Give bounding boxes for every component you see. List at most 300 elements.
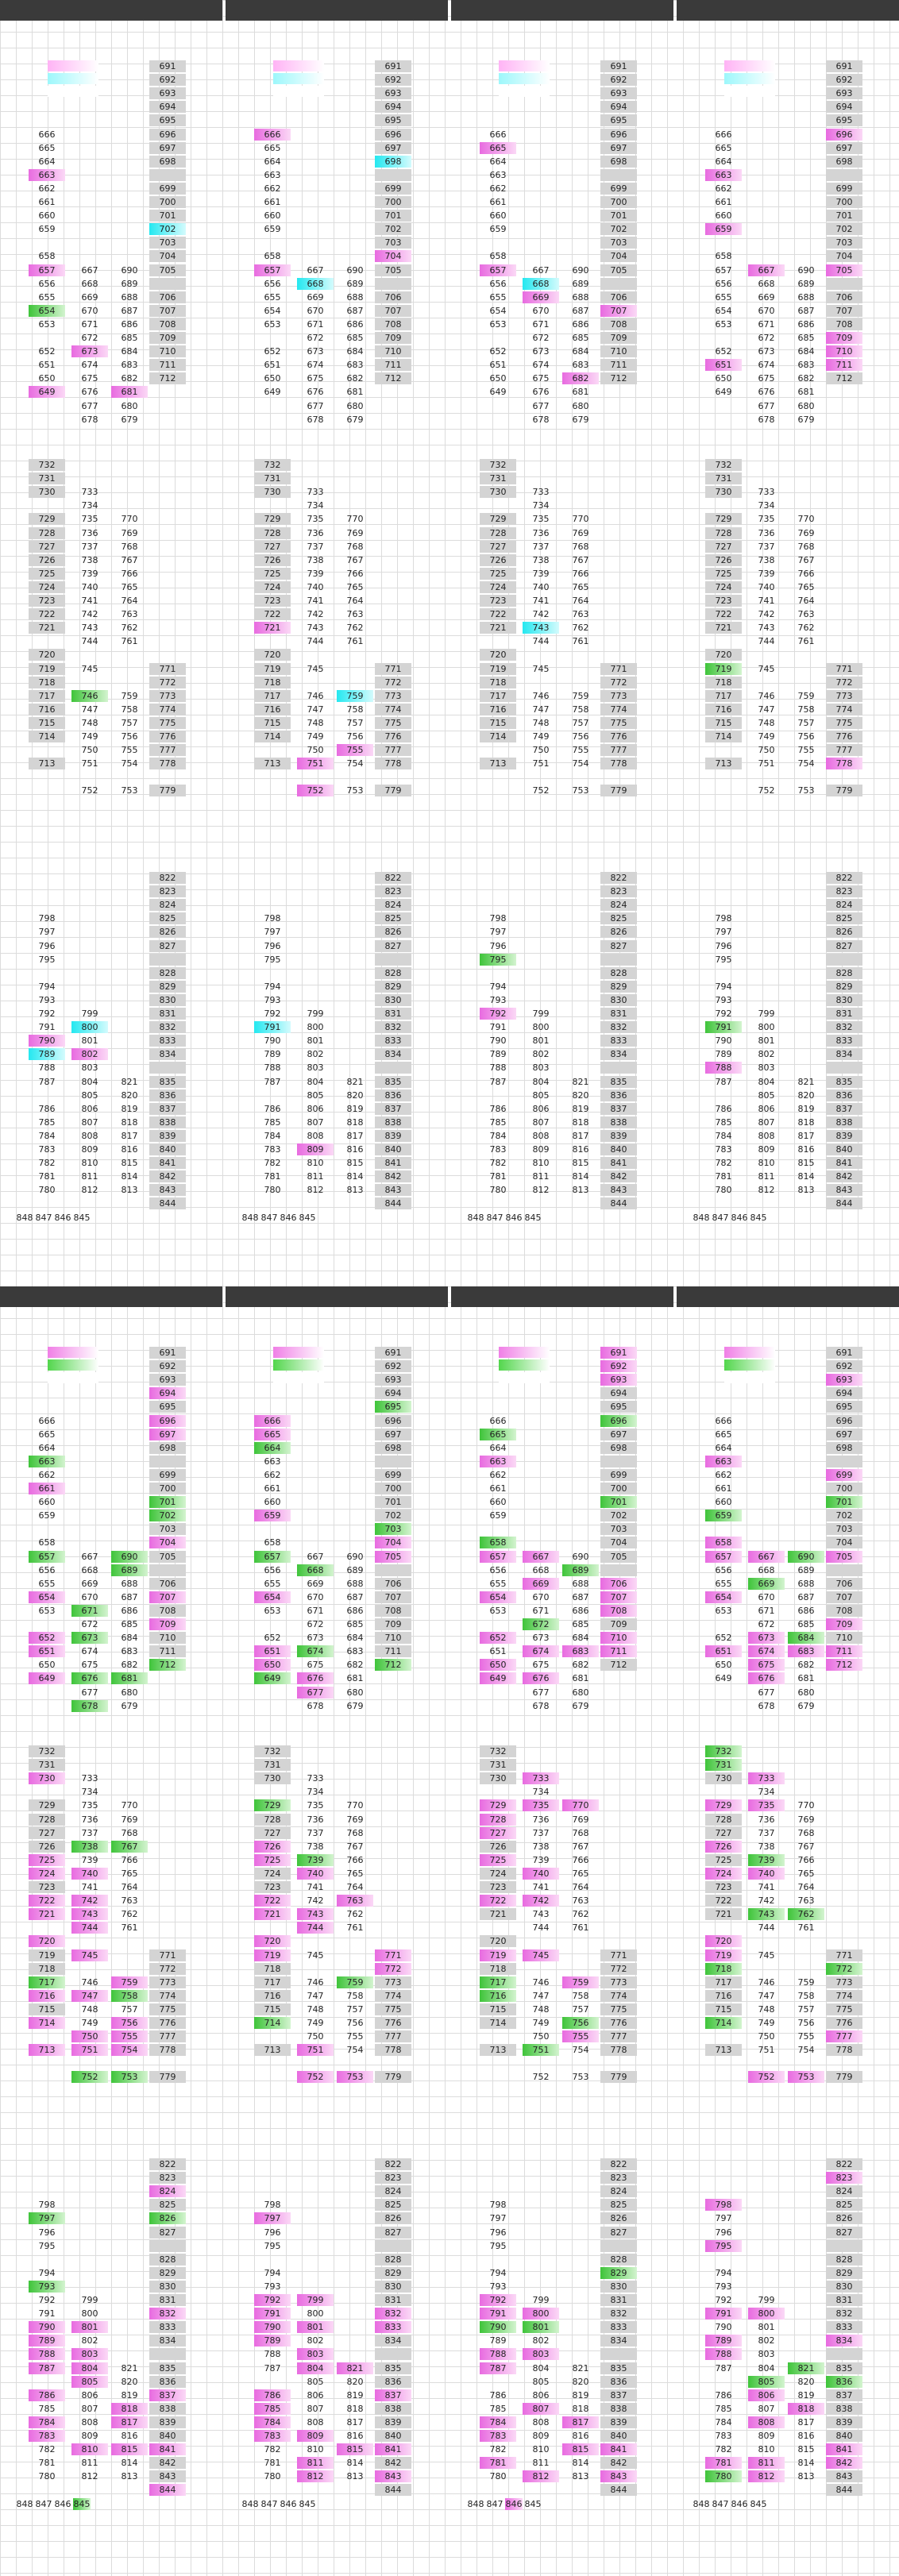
slot-817: 817 xyxy=(346,1130,364,1141)
slot-765: 765 xyxy=(572,1868,589,1879)
slot-787: 787 xyxy=(264,1076,281,1087)
slot-660: 660 xyxy=(715,210,732,222)
slot-843: 843 xyxy=(600,1184,637,1196)
slot-742: 742 xyxy=(758,609,775,620)
slot-671: 671 xyxy=(532,1605,550,1616)
empty-slot xyxy=(748,169,785,181)
empty-slot xyxy=(375,2348,411,2360)
slot-804: 804 xyxy=(758,2362,775,2374)
empty-slot xyxy=(254,1618,291,1630)
slot-848: 848 xyxy=(467,1212,484,1223)
empty-slot xyxy=(337,2348,373,2360)
slot-779: 779 xyxy=(826,2071,862,2083)
slot-661: 661 xyxy=(264,1483,281,1494)
slot-697: 697 xyxy=(375,1429,411,1440)
empty-slot xyxy=(788,183,824,195)
floor-block xyxy=(451,32,673,425)
empty-slot xyxy=(111,1469,148,1481)
slot-768: 768 xyxy=(797,541,815,552)
slot-671: 671 xyxy=(307,1605,324,1616)
slot-797: 797 xyxy=(264,927,281,938)
slot-658: 658 xyxy=(705,1537,742,1548)
slot-746: 746 xyxy=(758,1976,775,1988)
slot-651: 651 xyxy=(264,360,281,371)
slot-740: 740 xyxy=(71,1868,108,1880)
slot-712: 712 xyxy=(149,372,186,384)
slot-753: 753 xyxy=(788,2071,824,2083)
empty-slot xyxy=(337,1469,373,1481)
slot-771: 771 xyxy=(826,663,862,675)
slot-651: 651 xyxy=(489,1646,507,1657)
slot-769: 769 xyxy=(346,527,364,538)
slot-786: 786 xyxy=(264,1103,281,1114)
slot-775: 775 xyxy=(149,2003,186,2015)
slot-688: 688 xyxy=(121,291,138,303)
slot-836: 836 xyxy=(149,2376,186,2388)
empty-slot xyxy=(748,1510,785,1521)
slot-765: 765 xyxy=(346,1868,364,1879)
slot-667: 667 xyxy=(81,1551,98,1562)
slot-786: 786 xyxy=(489,2389,507,2401)
slot-823: 823 xyxy=(826,2172,862,2184)
empty-slot xyxy=(29,1618,65,1630)
slot-751: 751 xyxy=(297,758,334,769)
slot-755: 755 xyxy=(797,2031,815,2042)
slot-734: 734 xyxy=(81,1787,98,1798)
slot-751: 751 xyxy=(297,2044,334,2056)
slot-713: 713 xyxy=(29,758,65,769)
slot-811: 811 xyxy=(81,2458,98,2469)
slot-753: 753 xyxy=(797,785,815,796)
slot-744: 744 xyxy=(71,1922,108,1934)
slot-840: 840 xyxy=(600,2430,637,2442)
empty-slot xyxy=(480,2254,516,2266)
slot-714: 714 xyxy=(480,731,516,742)
slot-656: 656 xyxy=(489,1564,507,1575)
slot-695: 695 xyxy=(600,114,637,126)
slot-839: 839 xyxy=(149,1130,186,1142)
slot-805: 805 xyxy=(532,1089,550,1101)
slot-747: 747 xyxy=(307,1990,324,2001)
empty-slot xyxy=(149,169,186,181)
empty-slot xyxy=(562,2335,599,2347)
empty-slot xyxy=(111,196,148,208)
slot-780: 780 xyxy=(489,1185,507,1196)
slot-827: 827 xyxy=(600,940,637,952)
slot-708: 708 xyxy=(375,318,411,330)
slot-759: 759 xyxy=(562,1976,599,1988)
slot-835: 835 xyxy=(375,2362,411,2374)
slot-774: 774 xyxy=(375,1990,411,2002)
empty-slot xyxy=(297,196,334,208)
slot-685: 685 xyxy=(346,1619,364,1629)
slot-714: 714 xyxy=(29,731,65,742)
section-header xyxy=(451,0,673,21)
empty-slot xyxy=(748,210,785,222)
slot-791: 791 xyxy=(38,2308,56,2320)
slot-678: 678 xyxy=(71,1700,108,1712)
slot-658: 658 xyxy=(489,251,507,262)
slot-663: 663 xyxy=(29,1456,65,1467)
slot-705: 705 xyxy=(826,1551,862,1563)
slot-738: 738 xyxy=(758,1841,775,1852)
slot-750: 750 xyxy=(307,2031,324,2042)
slot-664: 664 xyxy=(38,1442,56,1453)
slot-782: 782 xyxy=(38,1158,56,1169)
empty-slot xyxy=(71,1510,108,1521)
slot-737: 737 xyxy=(758,541,775,552)
slot-847: 847 xyxy=(260,1212,278,1223)
floor-block xyxy=(0,1318,222,1711)
slot-688: 688 xyxy=(797,1578,815,1589)
slot-669: 669 xyxy=(81,291,98,303)
slot-751: 751 xyxy=(81,758,98,769)
slot-793: 793 xyxy=(264,2281,281,2292)
slot-832: 832 xyxy=(375,2308,411,2320)
slot-777: 777 xyxy=(600,744,637,756)
slot-795: 795 xyxy=(38,954,56,965)
floor-block xyxy=(677,2112,899,2509)
slot-819: 819 xyxy=(346,1103,364,1114)
slot-800: 800 xyxy=(307,1022,324,1033)
empty-slot xyxy=(480,499,516,511)
slot-779: 779 xyxy=(600,2071,637,2083)
slot-836: 836 xyxy=(826,2376,862,2388)
slot-703: 703 xyxy=(149,1523,186,1535)
empty-slot xyxy=(254,499,291,511)
slot-673: 673 xyxy=(71,345,108,357)
slot-693: 693 xyxy=(375,1374,411,1386)
slot-700: 700 xyxy=(826,196,862,208)
empty-slot xyxy=(111,2348,148,2360)
slot-777: 777 xyxy=(375,2030,411,2042)
slot-730: 730 xyxy=(254,1772,291,1784)
slot-695: 695 xyxy=(826,1401,862,1413)
slot-844: 844 xyxy=(149,1197,186,1209)
slot-737: 737 xyxy=(81,1827,98,1838)
slot-754: 754 xyxy=(121,758,138,769)
slot-772: 772 xyxy=(149,677,186,688)
slot-667: 667 xyxy=(307,264,324,276)
slot-845: 845 xyxy=(299,2498,316,2509)
slot-778: 778 xyxy=(600,758,637,769)
slot-720: 720 xyxy=(254,1935,291,1947)
slot-686: 686 xyxy=(346,318,364,330)
slot-778: 778 xyxy=(826,2044,862,2056)
slot-832: 832 xyxy=(826,1021,862,1033)
slot-722: 722 xyxy=(480,1895,516,1907)
slot-825: 825 xyxy=(149,2199,186,2211)
slot-665: 665 xyxy=(715,142,732,153)
slot-716: 716 xyxy=(254,704,291,715)
slot-789: 789 xyxy=(705,2335,742,2347)
slot-669: 669 xyxy=(307,1578,324,1589)
slot-667: 667 xyxy=(748,1551,785,1563)
slot-767: 767 xyxy=(572,1841,589,1852)
slot-847: 847 xyxy=(35,1212,52,1223)
slot-761: 761 xyxy=(797,1922,815,1934)
slot-819: 819 xyxy=(121,2389,138,2401)
empty-slot xyxy=(523,1469,559,1481)
slot-739: 739 xyxy=(532,1854,550,1865)
empty-slot xyxy=(337,1483,373,1494)
slot-708: 708 xyxy=(600,1605,637,1617)
slot-657: 657 xyxy=(480,264,516,276)
slot-680: 680 xyxy=(346,1687,364,1698)
slot-765: 765 xyxy=(121,581,138,592)
empty-slot xyxy=(111,1062,148,1074)
slot-802: 802 xyxy=(532,2335,550,2347)
slot-698: 698 xyxy=(600,156,637,168)
slot-787: 787 xyxy=(38,1076,56,1087)
empty-slot xyxy=(705,237,742,249)
slot-678: 678 xyxy=(307,414,324,425)
slot-743: 743 xyxy=(71,1908,108,1920)
slot-801: 801 xyxy=(81,1035,98,1047)
slot-789: 789 xyxy=(29,2335,65,2347)
slot-761: 761 xyxy=(121,1922,138,1934)
slot-763: 763 xyxy=(797,609,815,620)
slot-808: 808 xyxy=(307,2416,324,2428)
slot-692: 692 xyxy=(375,74,411,86)
slot-757: 757 xyxy=(346,717,364,728)
slot-653: 653 xyxy=(715,1605,732,1616)
slot-774: 774 xyxy=(826,1990,862,2002)
slot-779: 779 xyxy=(149,785,186,796)
slot-742: 742 xyxy=(307,609,324,620)
slot-794: 794 xyxy=(38,981,56,992)
slot-677: 677 xyxy=(758,400,775,411)
slot-784: 784 xyxy=(715,2416,732,2428)
slot-778: 778 xyxy=(375,758,411,769)
slot-805: 805 xyxy=(758,1089,775,1101)
slot-663: 663 xyxy=(264,169,281,180)
slot-701: 701 xyxy=(375,1496,411,1508)
slot-827: 827 xyxy=(375,940,411,952)
slot-799: 799 xyxy=(81,2295,98,2305)
slot-722: 722 xyxy=(705,1895,742,1907)
slot-698: 698 xyxy=(375,156,411,168)
slot-831: 831 xyxy=(826,2294,862,2306)
slot-783: 783 xyxy=(38,1144,56,1155)
slot-750: 750 xyxy=(71,2030,108,2042)
slot-791: 791 xyxy=(254,2308,291,2320)
empty-slot xyxy=(748,223,785,235)
slot-795: 795 xyxy=(264,954,281,965)
empty-slot xyxy=(826,1062,862,1074)
slot-847: 847 xyxy=(712,2498,729,2509)
slot-707: 707 xyxy=(826,305,862,317)
slot-691: 691 xyxy=(826,1347,862,1359)
slot-652: 652 xyxy=(38,346,56,357)
slot-756: 756 xyxy=(121,731,138,742)
slot-783: 783 xyxy=(29,2430,65,2442)
slot-701: 701 xyxy=(600,1496,637,1508)
slot-752: 752 xyxy=(748,2071,785,2083)
slot-674: 674 xyxy=(81,360,98,371)
slot-804: 804 xyxy=(81,1076,98,1087)
slot-688: 688 xyxy=(346,291,364,303)
slot-686: 686 xyxy=(797,1605,815,1616)
empty-slot xyxy=(111,1021,148,1033)
slot-666: 666 xyxy=(38,1415,56,1426)
empty-slot xyxy=(788,2348,824,2360)
slot-753: 753 xyxy=(337,2071,373,2083)
slot-690: 690 xyxy=(788,1551,824,1563)
slot-739: 739 xyxy=(307,568,324,579)
slot-736: 736 xyxy=(532,1814,550,1825)
slot-736: 736 xyxy=(307,1814,324,1825)
slot-712: 712 xyxy=(375,1659,411,1671)
slot-833: 833 xyxy=(375,1035,411,1047)
floor-block xyxy=(226,32,448,425)
slot-796: 796 xyxy=(715,2227,732,2238)
slot-756: 756 xyxy=(797,731,815,742)
slot-694: 694 xyxy=(826,101,862,113)
slot-807: 807 xyxy=(523,2403,559,2415)
empty-slot xyxy=(480,1786,516,1798)
empty-slot xyxy=(788,1035,824,1047)
slot-738: 738 xyxy=(532,554,550,565)
slot-692: 692 xyxy=(149,1360,186,1372)
slot-693: 693 xyxy=(600,1374,637,1386)
slot-725: 725 xyxy=(480,1854,516,1866)
slot-837: 837 xyxy=(826,2389,862,2401)
slot-794: 794 xyxy=(715,981,732,992)
slot-656: 656 xyxy=(264,1564,281,1575)
slot-833: 833 xyxy=(149,1035,186,1047)
slot-809: 809 xyxy=(532,2431,550,2441)
slot-738: 738 xyxy=(307,554,324,565)
empty-slot xyxy=(71,196,108,208)
slot-829: 829 xyxy=(600,981,637,993)
slot-754: 754 xyxy=(572,758,589,769)
slot-718: 718 xyxy=(480,1963,516,1975)
slot-765: 765 xyxy=(572,581,589,592)
slot-800: 800 xyxy=(523,2308,559,2320)
slot-653: 653 xyxy=(489,318,507,330)
slot-840: 840 xyxy=(149,2430,186,2442)
slot-832: 832 xyxy=(149,2308,186,2320)
slot-704: 704 xyxy=(600,1537,637,1548)
slot-782: 782 xyxy=(264,2444,281,2455)
slot-715: 715 xyxy=(29,717,65,729)
slot-771: 771 xyxy=(600,1949,637,1961)
slot-691: 691 xyxy=(375,1347,411,1359)
slot-678: 678 xyxy=(307,1700,324,1711)
slot-770: 770 xyxy=(797,514,815,525)
slot-656: 656 xyxy=(38,1564,56,1575)
slot-701: 701 xyxy=(149,210,186,222)
slot-671: 671 xyxy=(532,318,550,330)
slot-735: 735 xyxy=(81,1800,98,1811)
slot-649: 649 xyxy=(29,1672,65,1684)
slot-793: 793 xyxy=(264,994,281,1005)
slot-710: 710 xyxy=(826,345,862,357)
empty-slot xyxy=(111,1523,148,1535)
slot-680: 680 xyxy=(797,1687,815,1698)
slot-844: 844 xyxy=(600,2484,637,2496)
slot-771: 771 xyxy=(600,663,637,675)
slot-676: 676 xyxy=(532,387,550,398)
slot-686: 686 xyxy=(572,318,589,330)
slot-657: 657 xyxy=(29,264,65,276)
slot-773: 773 xyxy=(375,1976,411,1988)
slot-668: 668 xyxy=(532,1564,550,1575)
floor-block xyxy=(677,32,899,425)
slot-662: 662 xyxy=(715,1469,732,1480)
slot-766: 766 xyxy=(797,568,815,579)
empty-slot xyxy=(29,744,65,756)
slot-738: 738 xyxy=(758,554,775,565)
slot-811: 811 xyxy=(307,1171,324,1182)
empty-slot xyxy=(254,744,291,756)
slot-825: 825 xyxy=(826,912,862,924)
empty-slot xyxy=(600,169,637,181)
slot-730: 730 xyxy=(29,486,65,498)
slot-839: 839 xyxy=(600,1130,637,1142)
slot-726: 726 xyxy=(29,1841,65,1853)
slot-752: 752 xyxy=(758,785,775,796)
slot-797: 797 xyxy=(38,927,56,938)
slot-778: 778 xyxy=(600,2044,637,2056)
day-column xyxy=(0,1286,222,2557)
slot-657: 657 xyxy=(705,1551,742,1563)
slot-696: 696 xyxy=(149,129,186,141)
slot-827: 827 xyxy=(826,2227,862,2239)
legend-item xyxy=(48,1372,98,1383)
slot-681: 681 xyxy=(346,1673,364,1684)
slot-666: 666 xyxy=(715,129,732,140)
slot-841: 841 xyxy=(826,2443,862,2455)
slot-840: 840 xyxy=(826,2430,862,2442)
slot-789: 789 xyxy=(29,1048,65,1060)
slot-714: 714 xyxy=(480,2017,516,2029)
empty-slot xyxy=(254,237,291,249)
slot-774: 774 xyxy=(826,704,862,715)
day-column xyxy=(677,1286,899,2557)
slot-790: 790 xyxy=(715,1035,732,1047)
slot-848: 848 xyxy=(467,2498,484,2509)
slot-817: 817 xyxy=(346,2416,364,2428)
slot-780: 780 xyxy=(264,1185,281,1196)
slot-651: 651 xyxy=(29,1645,65,1657)
slot-686: 686 xyxy=(797,318,815,330)
slot-756: 756 xyxy=(562,2017,599,2029)
slot-693: 693 xyxy=(375,87,411,99)
slot-829: 829 xyxy=(375,2267,411,2279)
slot-707: 707 xyxy=(600,305,637,317)
slot-691: 691 xyxy=(600,1347,637,1359)
slot-671: 671 xyxy=(758,318,775,330)
empty-slot xyxy=(111,169,148,181)
slot-685: 685 xyxy=(797,333,815,343)
slot-699: 699 xyxy=(149,1469,186,1481)
slot-822: 822 xyxy=(826,872,862,884)
slot-747: 747 xyxy=(758,1990,775,2001)
slot-654: 654 xyxy=(264,305,281,316)
slot-797: 797 xyxy=(715,2213,732,2224)
slot-777: 777 xyxy=(149,2030,186,2042)
slot-705: 705 xyxy=(600,1551,637,1563)
empty-slot xyxy=(788,210,824,222)
slot-702: 702 xyxy=(826,223,862,235)
slot-719: 719 xyxy=(254,1949,291,1961)
slot-700: 700 xyxy=(826,1483,862,1494)
slot-780: 780 xyxy=(38,2471,56,2482)
slot-719: 719 xyxy=(480,663,516,675)
slot-754: 754 xyxy=(797,2045,815,2056)
